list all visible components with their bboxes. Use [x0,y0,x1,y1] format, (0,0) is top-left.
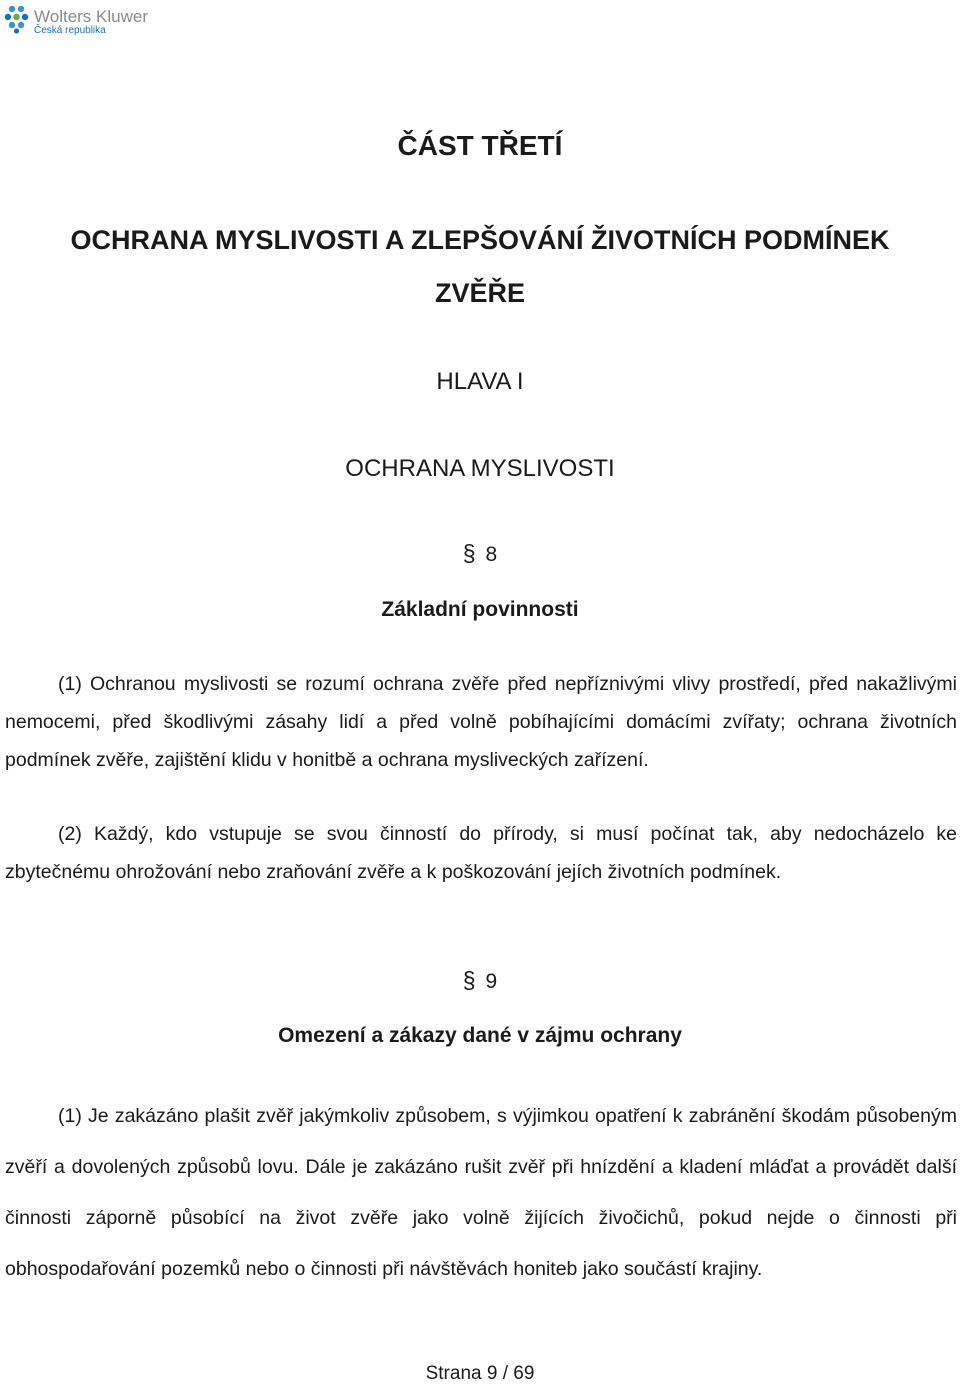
page-number: Strana 9 / 69 [425,1363,535,1384]
wolters-kluwer-logo-icon [4,4,30,34]
section-8-paragraph-1 [5,665,957,779]
section-9-number [0,967,960,994]
section-number: 8 [485,543,498,566]
chapter-heading: HLAVA I [436,368,524,395]
brand-name: Wolters Kluwer [34,7,148,26]
section-9-title: Omezení a zákazy dané v zájmu ochrany [278,1024,682,1047]
section-8-number [0,540,960,567]
chapter-title: OCHRANA MYSLIVOSTI [345,455,615,482]
part-heading: ČÁST TŘETÍ [397,130,563,161]
section-8-paragraph-2 [5,815,957,891]
part-title-line-2: ZVĚŘE [434,278,526,308]
section-number: 9 [485,970,498,993]
section-sign: § [462,967,476,993]
paragraph-text: (1) Ochranou myslivosti se rozumí ochrana zvěře před nepříznivými vlivy prostředí, před nakažlivými nemocemi, před škodlivými zásahy lidí a před volně pobíhajícími domácími zvířaty; ochrana životních podmínek zvěře, zajištění klidu v honitbě a ochrana mysliveckých zařízení. [5,673,957,771]
part-title-line-1: OCHRANA MYSLIVOSTI A ZLEPŠOVÁNÍ ŽIVOTNÍCH PODMÍNEK [70,225,890,255]
section-sign: § [462,540,476,566]
paragraph-text: (1) Je zakázáno plašit zvěř jakýmkoliv způsobem, s výjimkou opatření k zabránění škodám působeným zvěří a dovolených způsobů lovu. Dále je zakázáno rušit zvěř při hnízdění a kladení mláďat a provádět další činnosti záporně působící na život zvěře jako volně žijících živočichů, pokud nejde o činnosti při obhospodařování pozemků nebo o činnosti při návštěvách honiteb jako součástí krajiny. [5,1105,957,1280]
paragraph-text: (2) Každý, kdo vstupuje se svou činností do přírody, si musí počínat tak, aby nedocházelo ke zbytečnému ohrožování nebo zraňování zvěře a k poškozování jejích životních podmínek. [5,823,957,883]
publisher-logo [4,4,148,36]
brand-subtitle: Česká republika [34,25,106,36]
section-8-title: Základní povinnosti [381,598,579,621]
section-9-paragraph-1 [5,1091,957,1295]
